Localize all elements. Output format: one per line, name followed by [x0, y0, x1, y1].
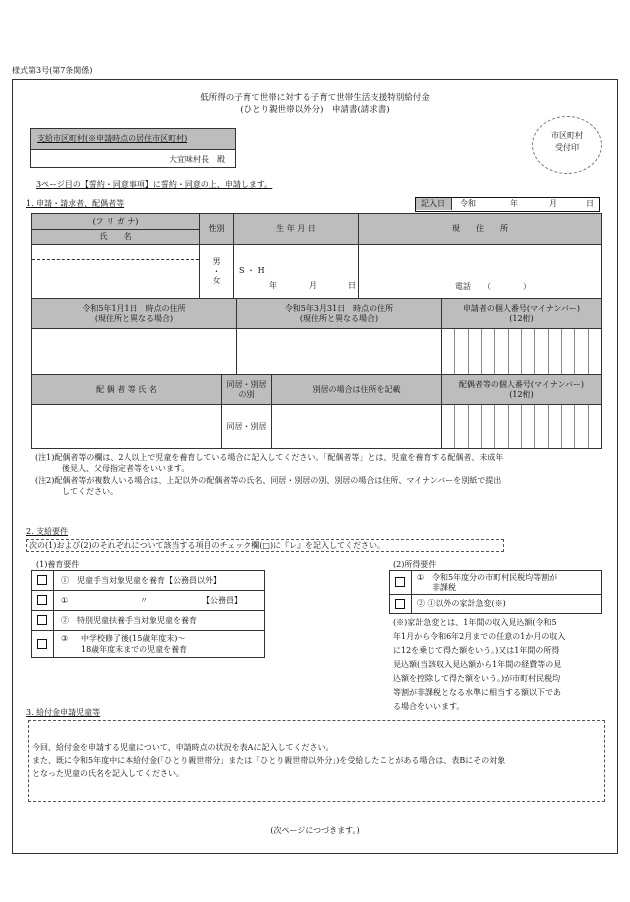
separate-address-header: 別居の場合は住所を記載: [272, 375, 442, 405]
req2-item1-check-cell[interactable]: [390, 571, 412, 595]
req1-item4-check-cell[interactable]: [32, 631, 54, 658]
req1-item3-checkbox[interactable]: [37, 615, 47, 625]
spouse-table: [31, 374, 602, 449]
req1-item2-checkbox[interactable]: [37, 595, 47, 605]
req2-item2-check-cell[interactable]: [390, 595, 412, 614]
spouse-mynumber-header: 配偶者等の個人番号(マイナンバー) (12桁): [442, 375, 602, 405]
req2-item1: ① 令和5年度分の市町村民税均等割が 非課税: [412, 571, 602, 595]
section3-box: [28, 720, 605, 802]
req1-item2-check-cell[interactable]: [32, 591, 54, 611]
section2-instruction: 次の(1)および(2)のそれぞれについて該当する項目のチェック欄(□)に『レ』を記入してください。: [29, 541, 386, 550]
req1-item1-check-cell[interactable]: [32, 571, 54, 591]
note1-line2: 後見人、父母指定者等をいいます。: [62, 464, 190, 473]
section2-title: 2. 支給要件: [26, 527, 69, 536]
date-era: 令和: [460, 199, 476, 208]
address-header: 現 住 所: [359, 214, 602, 245]
gender-cell[interactable]: [200, 245, 234, 299]
cohab-header: 同居・別居 の別: [222, 375, 272, 405]
spouse-mynumber-cells[interactable]: [442, 405, 602, 449]
separate-address-cell[interactable]: [272, 405, 442, 449]
cohab-cell[interactable]: 同居・別居: [222, 405, 272, 449]
section3-title: 3. 給付金申請児童等: [26, 708, 101, 717]
section2-instruction-box: [26, 539, 504, 552]
spouse-name-header: 配 偶 者 等 氏 名: [32, 375, 222, 405]
date-day: 日: [586, 199, 594, 208]
address-history-table: [31, 298, 602, 376]
era-option: S ・ H: [239, 266, 265, 275]
phone-label: 電話 （ ）: [455, 282, 531, 291]
gender-header: 性別: [200, 214, 234, 245]
req1-item1: ① 児童手当対象児童を養育【公務員以外】: [54, 571, 265, 591]
applicant-furigana-line: [32, 245, 199, 260]
jan-address-cell[interactable]: [32, 329, 237, 376]
consent-text: 3ページ目の【誓約・同意事項】に誓約・同意の上、申請します。: [36, 180, 273, 189]
female-option: 女: [212, 276, 221, 286]
note1-line1: (注1)配偶者等の欄は、2人以上で児童を養育している場合に記入してください。「配偶者等」とは、児童を養育する配偶者、未成年: [35, 453, 504, 462]
req1-item4: ③ 中学校修了後(15歳年度末)～ 18歳年度末までの児童を養育: [54, 631, 265, 658]
birthdate-cell[interactable]: [234, 245, 359, 299]
municipality-label: 支給市区町村(※申請時点の居住市区町村): [37, 134, 188, 143]
req1-item4-checkbox[interactable]: [37, 639, 47, 649]
section3-line2: また、既に令和5年度中に本給付金(「ひとり親世帯分」または「ひとり親世帯以外分」)を受給したことがある場合は、表Bにその対象: [32, 756, 506, 765]
req1-table: [31, 570, 265, 658]
municipality-addressee: 大宜味村長 殿: [169, 155, 225, 164]
form-number: 様式第3号(第7条関係): [12, 66, 93, 75]
gender-separator: ・: [212, 266, 221, 276]
footer-note: (次ページにつづきます。): [270, 826, 360, 835]
date-year: 年: [510, 199, 518, 208]
section3-line1: 今回、給付金を申請する児童について、申請時点の状況を表Aに記入してください。: [32, 743, 334, 752]
form-title: 低所得の子育て世帯に対する子育て世帯生活支援特別給付金: [200, 93, 430, 103]
req2-title: (2)所得要件: [393, 560, 437, 569]
reception-stamp-area: [532, 116, 602, 174]
req2-item1-checkbox[interactable]: [395, 577, 405, 587]
req2-item2: ② ①以外の家計急変(※): [412, 595, 602, 614]
req2-table: [389, 570, 602, 614]
spouse-name-cell[interactable]: [32, 405, 222, 449]
jan-address-header: 令和5年1月1日 時点の住所 (現住所と異なる場合): [32, 299, 237, 329]
municipality-box: [30, 128, 236, 168]
date-month: 月: [549, 199, 557, 208]
male-option: 男: [212, 257, 221, 267]
birth-year-label: 年: [269, 281, 277, 290]
birthdate-header: 生 年 月 日: [234, 214, 359, 245]
note2-line1: (注2)配偶者等が複数人いる場合は、上記以外の配偶者等の氏名、同居・別居の別、別居の場合は住所、マイナンバーを別紙で提出: [35, 476, 502, 485]
stamp-line1: 市区町村: [551, 131, 583, 140]
req2-note: (※)家計急変とは、1年間の収入見込額(令和5 年1月から令和6年2月までの任意の1か月の収入 に12を乗じて得た額をいう。)又は1年間の所得 見込額(当該収入見込額から1年間の経費等の見 込額を控除して得た額をいう。)が市町村民税均 等割が非課税となる水準に相当する額以下であ る場合をいいます。: [393, 618, 566, 711]
birth-day-label: 日: [348, 281, 356, 290]
section3-line3: となった児童の氏名を記入してください。: [32, 769, 184, 778]
furigana-header: (フ リ ガ ナ): [32, 214, 200, 230]
mar-address-cell[interactable]: [237, 329, 442, 376]
req1-item3: ② 特別児童扶養手当対象児童を養育: [54, 611, 265, 631]
note2-line2: してください。: [62, 487, 118, 496]
mynumber-cells[interactable]: [442, 329, 602, 376]
birth-month-label: 月: [309, 281, 317, 290]
date-box: [415, 197, 600, 212]
mynumber-header: 申請者の個人番号(マイナンバー) (12桁): [442, 299, 602, 329]
name-header: 氏 名: [32, 230, 200, 245]
address-cell[interactable]: [359, 245, 602, 299]
req1-item2: ① 〃 【公務員】: [54, 591, 265, 611]
form-subtitle: (ひとり親世帯以外分) 申請書(請求書): [240, 105, 390, 115]
applicant-table: [31, 213, 602, 299]
stamp-line2: 受付印: [555, 142, 579, 152]
mar-address-header: 令和5年3月31日 時点の住所 (現住所と異なる場合): [237, 299, 442, 329]
req1-title: (1)養育要件: [36, 560, 80, 569]
req2-item2-checkbox[interactable]: [395, 599, 405, 609]
applicant-name-cell[interactable]: [32, 245, 200, 299]
date-label: 記入日: [421, 199, 445, 208]
req1-item1-checkbox[interactable]: [37, 575, 47, 585]
section1-title: 1. 申請・請求者、配偶者等: [26, 199, 125, 208]
req1-item3-check-cell[interactable]: [32, 611, 54, 631]
